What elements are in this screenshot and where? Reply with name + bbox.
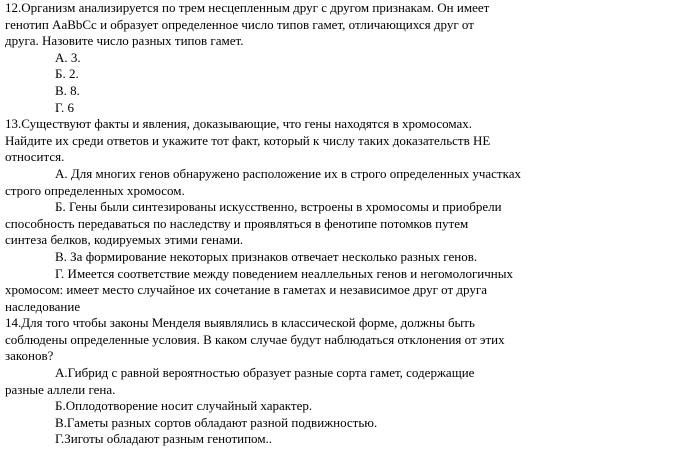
- question-13-option-b-line-3: синтеза белков, кодируемых этими генами.: [5, 232, 244, 248]
- question-12-option-b: Б. 2.: [55, 66, 79, 82]
- question-12-option-c: В. 8.: [55, 82, 80, 98]
- question-12-line-2: генотип AaBbCc и образует определенное число типов гамет, отличающихся друг от: [5, 16, 474, 32]
- question-13-option-d-line-2: хромосом: имеет место случайное их сочетание в гаметах и независимое друг от друга: [5, 282, 487, 298]
- question-13-line-1: 13.Существуют факты и явления, доказывающие, что гены находятся в хромосомах.: [5, 116, 473, 132]
- question-14-option-c-line-1: В.Гаметы разных сортов обладают разной подвижностью.: [55, 414, 378, 430]
- question-12-line-1: 12.Организм анализируется по трем несцепленным друг с другом признакам. Он имеет: [5, 0, 490, 15]
- question-13-option-a-line-2: строго определенных хромосом.: [5, 182, 185, 198]
- question-14-line-3: законов?: [5, 348, 54, 364]
- question-12: [5, 0, 685, 116]
- question-13: [5, 116, 685, 315]
- question-14-line-1: 14.Для того чтобы законы Менделя выявлялись в классической форме, должны быть: [5, 315, 475, 331]
- question-14-option-a-line-2: разные аллели гена.: [5, 381, 116, 397]
- question-13-option-a-line-1: А. Для многих генов обнаружено расположение их в строго определенных участках: [55, 165, 521, 181]
- question-13-option-d-line-1: Г. Имеется соответствие между поведением неаллельных генов и негомологичных: [55, 265, 513, 281]
- question-13-option-c-line-1: В. За формирование некоторых признаков отвечает несколько разных генов.: [55, 248, 478, 264]
- question-14-option-a-line-1: А.Гибрид с равной вероятностью образует разные сорта гамет, содержащие: [55, 365, 475, 381]
- question-14: [5, 315, 685, 448]
- question-13-option-d-line-3: наследование: [5, 298, 81, 314]
- question-12-option-d: Г. 6: [55, 99, 75, 115]
- question-14-line-2: соблюдены определенные условия. В каком случае будут наблюдаться отклонения от этих: [5, 331, 505, 347]
- question-14-option-b-line-1: Б.Оплодотворение носит случайный характер.: [55, 398, 313, 414]
- document-body: [5, 0, 685, 448]
- question-12-line-3: друга. Назовите число разных типов гамет.: [5, 33, 244, 49]
- question-13-line-3: относится.: [5, 149, 65, 165]
- question-13-option-b-line-2: способность передаваться по наследству и проявляться в фенотипе потомков путем: [5, 215, 469, 231]
- question-12-option-a: А. 3.: [55, 49, 81, 65]
- question-13-line-2: Найдите их среди ответов и укажите тот факт, который к числу таких доказательств НЕ: [5, 132, 491, 148]
- question-13-option-b-line-1: Б. Гены были синтезированы искусственно, встроены в хромосомы и приобрели: [55, 199, 502, 215]
- question-14-option-d-line-1: Г.Зиготы обладают разным генотипом..: [55, 431, 273, 447]
